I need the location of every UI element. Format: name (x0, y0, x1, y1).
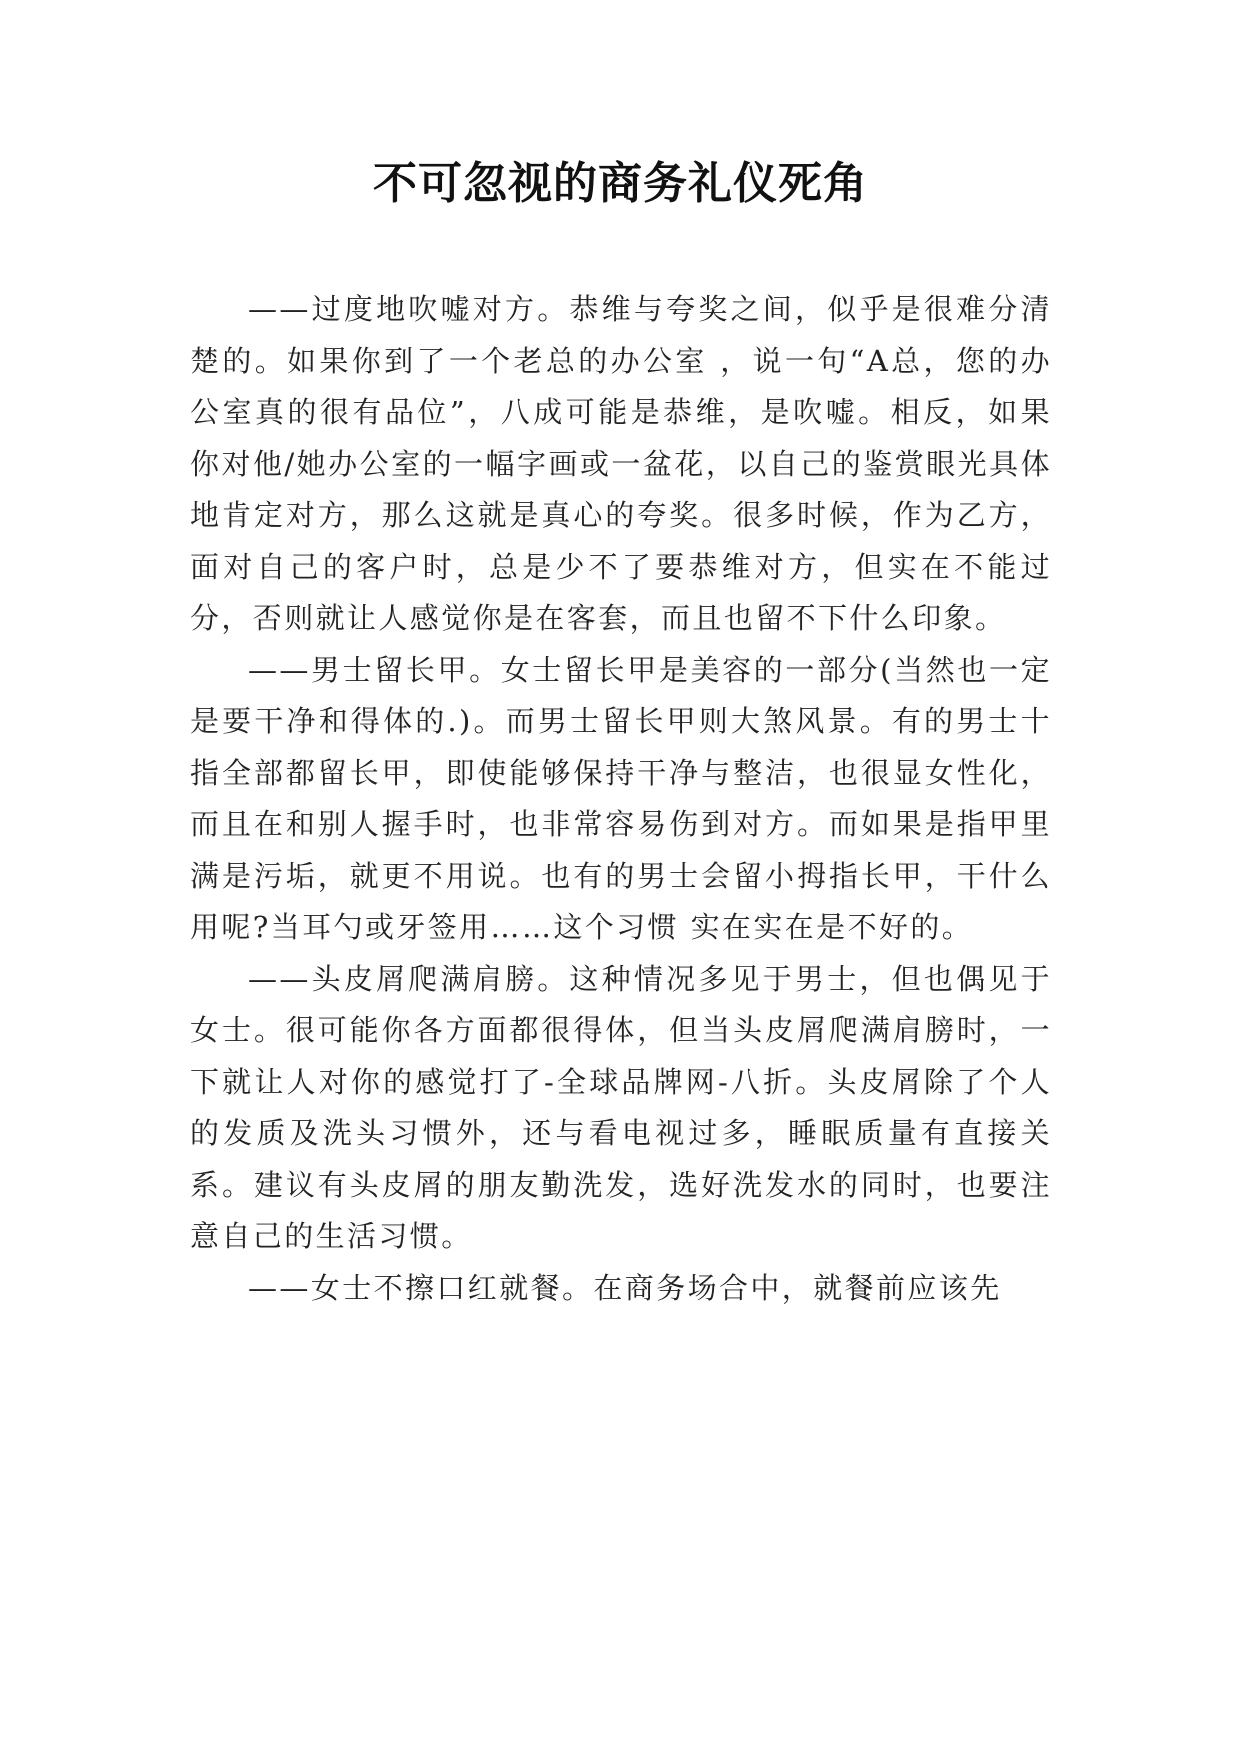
paragraph: ——男士留长甲。女士留长甲是美容的一部分(当然也一定是要干净和得体的.)。而男士留长甲则大煞风景。有的男士十指全部都留长甲，即使能够保持干净与整洁，也很显女性化，而且在和别人握手时，也非常容易伤到对方。而如果是指甲里满是污垢，就更不用说。也有的男士会留小拇指长甲，干什么用呢?当耳勺或牙签用……这个习惯 实在实在是不好的。 (190, 652, 1052, 944)
paragraph: ——过度地吹嘘对方。恭维与夸奖之间，似乎是很难分清楚的。如果你到了一个老总的办公室 ，说一句“A总，您的办公室真的很有品位”，八成可能是恭维，是吹嘘。相反，如果你对他/她办公室的一幅字画或一盆花，以自己的鉴赏眼光具体地肯定对方，那么这就是真心的夸奖。很多时候，作为乙方，面对自己的客户时，总是少不了要恭维对方，但实在不能过分，否则就让人感觉你是在客套，而且也留不下什么印象。 (190, 292, 1052, 635)
paragraph: ——女士不擦口红就餐。在商务场合中，就餐前应该先 (248, 1270, 1002, 1305)
document-title: 不可忽视的商务礼仪死角 (373, 158, 868, 209)
document-body (190, 284, 1052, 1314)
paragraph: ——头皮屑爬满肩膀。这种情况多见于男士，但也偶见于女士。很可能你各方面都很得体，但当头皮屑爬满肩膀时，一下就让人对你的感觉打了-全球品牌网-八折。头皮屑除了个人的发质及洗头习惯外，还与看电视过多，睡眠质量有直接关系。建议有头皮屑的朋友勤洗发，选好洗发水的同时，也要注意自己的生活习惯。 (190, 961, 1052, 1253)
